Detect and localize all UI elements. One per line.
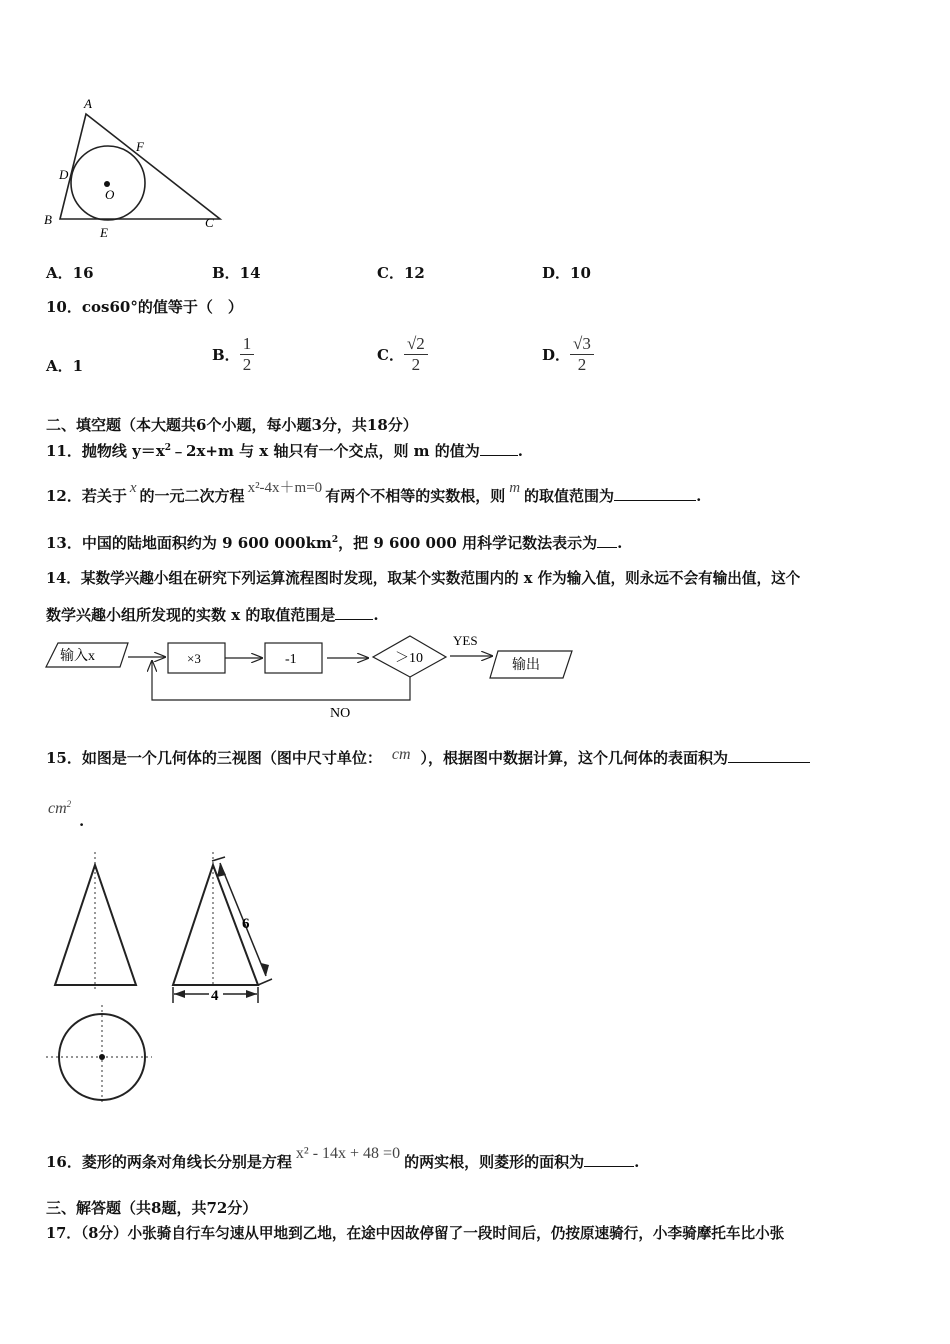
label-d: D	[59, 167, 69, 182]
q12-pre: 12．若关于	[46, 487, 127, 505]
answer-blank	[614, 500, 696, 501]
answer-blank	[584, 1166, 634, 1167]
q11	[46, 440, 523, 461]
q15	[46, 747, 810, 768]
base-arrow-head	[246, 990, 257, 998]
q17: 17．（8分）小张骑自行车匀速从甲地到乙地，在途中因故停留了一段时间后，仍按原速骑行，小李骑摩托车比小张	[46, 1225, 785, 1242]
slant-dimension-label: 6	[242, 916, 250, 932]
q14-end: .	[373, 606, 379, 624]
q16-end: .	[634, 1153, 640, 1171]
q14-line2	[46, 604, 379, 625]
label-e: E	[100, 225, 108, 240]
section3-heading: 三、解答题（共8题，共72分）	[46, 1199, 258, 1217]
q12-post: 的取值范围为	[524, 487, 615, 505]
q9-option-a: A．16	[46, 264, 94, 282]
q9-option-d: D．10	[542, 264, 591, 282]
fraction-den: 2	[577, 355, 587, 374]
q12-mid1: 的一元二次方程	[139, 487, 245, 505]
base-dimension-label: 4	[211, 988, 219, 1004]
label-c: C	[205, 215, 214, 230]
label-b: B	[44, 212, 52, 227]
q16	[46, 1145, 640, 1172]
fraction-num: 1	[240, 334, 255, 355]
top-view-center	[99, 1054, 105, 1060]
q14-line2-text: 数学兴趣小组所发现的实数 x 的取值范围是	[46, 606, 336, 624]
flow-yes-label: YES	[453, 633, 478, 648]
label-f: F	[136, 139, 144, 154]
q15-post: ），根据图中数据计算，这个几何体的表面积为	[420, 749, 729, 767]
q9-option-b: B．14	[212, 264, 261, 282]
q10-option-c-label: C．	[377, 346, 404, 364]
q15-unit: cm	[391, 746, 411, 763]
q15-pre: 15．如图是一个几何体的三视图（图中尺寸单位：	[46, 749, 382, 767]
q13-pre: 13．中国的陆地面积约为 9 600 000km	[46, 534, 332, 552]
q11-post: ﹣2x+m 与 x 轴只有一个交点，则 m 的值为	[171, 442, 480, 460]
q10-option-a: A．1	[46, 357, 84, 375]
label-o: O	[105, 187, 115, 202]
three-view-figure	[40, 848, 290, 1106]
q13-post: ，把 9 600 000 用科学记数法表示为	[338, 534, 598, 552]
q12-var-x: x	[129, 480, 137, 496]
flowchart	[40, 628, 580, 723]
triangle-abc	[60, 114, 220, 219]
q10-option-b-label: B．	[212, 346, 240, 364]
q12-equation: x²-4x＋m=0	[247, 480, 323, 496]
answer-blank	[335, 619, 373, 620]
q15-unit2-sup: 2	[66, 799, 72, 809]
q10-option-c	[377, 334, 428, 375]
fraction-half	[240, 334, 255, 375]
q13-end: .	[617, 534, 623, 552]
flow-no-label: NO	[330, 706, 351, 721]
q15-unit2-text: cm	[48, 800, 67, 817]
q12-mid2: 有两个不相等的实数根，则	[325, 487, 506, 505]
q11-sup: 2	[164, 443, 172, 453]
answer-blank	[597, 547, 617, 548]
q15-unit2	[48, 799, 71, 818]
flow-decision-label: ＞10	[395, 651, 423, 666]
fraction-sqrt2-over-2	[404, 334, 428, 375]
q10-option-b	[212, 334, 254, 375]
q9-option-c: C．12	[377, 264, 425, 282]
flow-multiply-label: ×3	[187, 651, 201, 666]
flow-input-label: 输入x	[60, 649, 95, 664]
answer-blank	[728, 762, 810, 763]
flow-arrow-no-loop	[152, 661, 410, 700]
section2-heading: 二、填空题（本大题共6个小题，每小题3分，共18分）	[46, 416, 418, 434]
q16-pre: 16．菱形的两条对角线长分别是方程	[46, 1153, 292, 1171]
q15-end: .	[79, 812, 85, 830]
q13-sup: 2	[331, 535, 339, 545]
q10-option-d	[542, 334, 594, 375]
q14-line1: 14．某数学兴趣小组在研究下列运算流程图时发现，取某个实数范围内的 x 作为输入值，则永远不会有输出值，这个	[46, 570, 801, 587]
fraction-den: 2	[242, 355, 252, 374]
q10-option-d-label: D．	[542, 346, 571, 364]
label-a: A	[84, 96, 92, 111]
fraction-den: 2	[411, 355, 421, 374]
fraction-num: √2	[404, 334, 428, 355]
flow-subtract-label: -1	[285, 652, 297, 667]
fraction-num: √3	[570, 334, 594, 355]
slant-ext-line	[258, 979, 272, 985]
q12	[46, 480, 702, 506]
flow-output-label: 输出	[512, 658, 540, 673]
q11-end: .	[517, 442, 524, 460]
q12-end: .	[696, 487, 702, 505]
q16-post: 的两实根，则菱形的面积为	[404, 1153, 585, 1171]
fraction-sqrt3-over-2	[570, 334, 594, 375]
triangle-incircle-figure	[40, 92, 230, 242]
q16-equation: x² - 14x + 48 =0	[295, 1145, 401, 1162]
q10-stem: 10．cos60°的值等于（ ）	[46, 298, 243, 316]
q12-var-m: m	[509, 480, 521, 496]
slant-ext-line	[212, 857, 225, 861]
q13	[46, 532, 622, 553]
base-arrow-head	[174, 990, 185, 998]
q11-pre: 11．抛物线 y＝x	[46, 442, 165, 460]
answer-blank	[480, 455, 518, 456]
